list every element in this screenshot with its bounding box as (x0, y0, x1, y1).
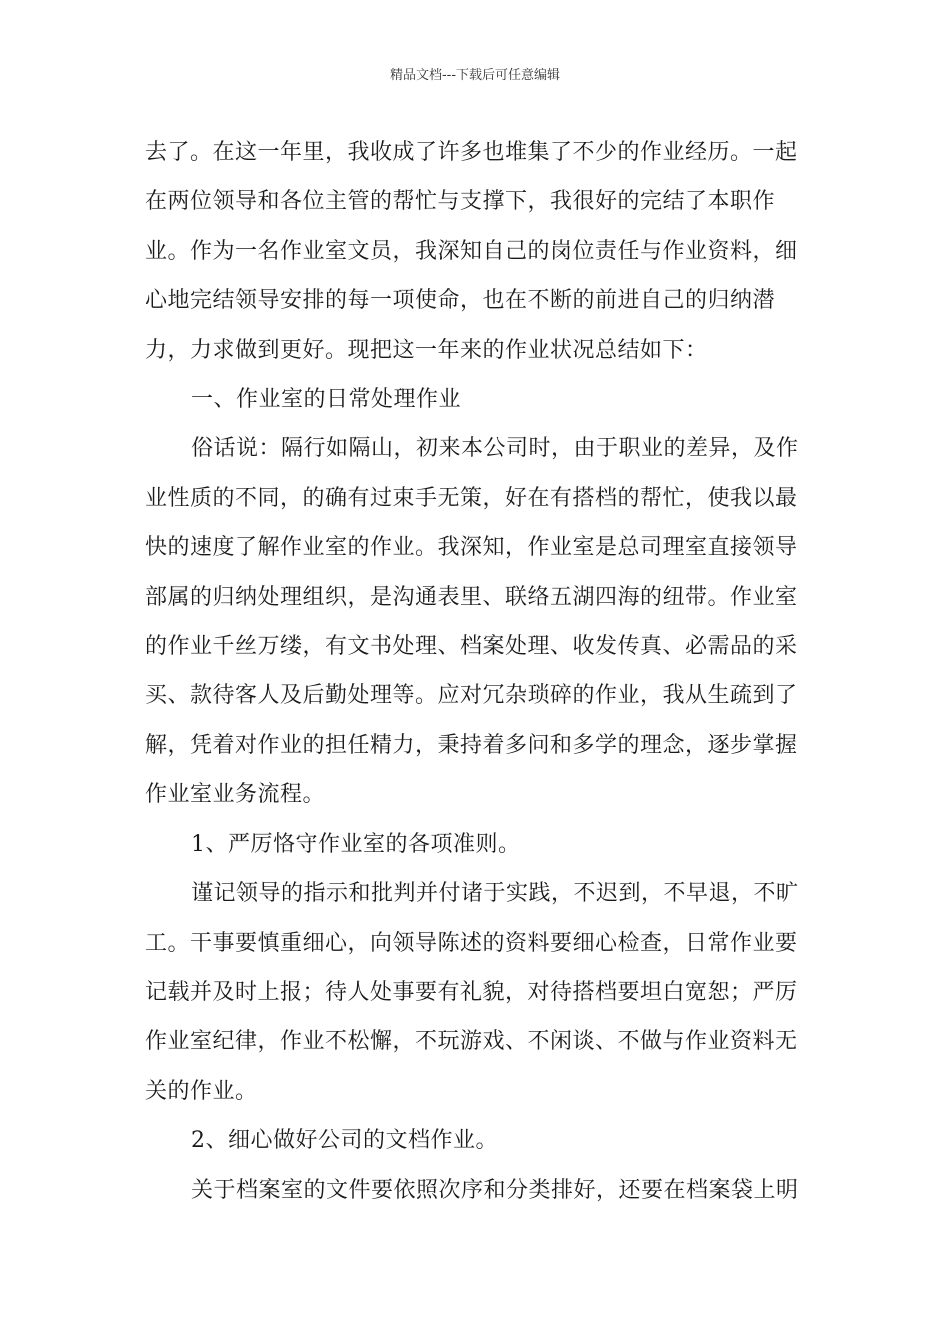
paragraph-continuation: 去了。在这一年里，我收成了许多也堆集了不少的作业经历。一起在两位领导和各位主管的帮忙与支撑下，我很好的完结了本职作业。作为一名作业室文员，我深知自己的岗位责任与作业资料，细心地完结领导安排的每一项使命，也在不断的前进自己的归纳潜力，力求做到更好。现把这一年来的作业状况总结如下： (145, 140, 798, 363)
paragraph: 谨记领导的指示和批判并付诸于实践，不迟到，不早退，不旷工。干事要慎重细心，向领导陈述的资料要细心检查，日常作业要记载并及时上报；待人处事要有礼貌，对待搭档要坦白宽恕；严厉作业室纪律，作业不松懈，不玩游戏、不闲谈、不做与作业资料无关的作业。 (145, 881, 799, 1104)
subsection-heading: 2、细心做好公司的文档作业。 (191, 1128, 498, 1154)
paragraph: 俗话说：隔行如隔山，初来本公司时，由于职业的差异，及作业性质的不同，的确有过束手无策，好在有搭档的帮忙，使我以最快的速度了解作业室的作业。我深知，作业室是总司理室直接领导部属的归纳处理组织，是沟通表里、联络五湖四海的纽带。作业室的作业千丝万缕，有文书处理、档案处理、收发传真、必需品的采买、款待客人及后勤处理等。应对冗杂琐碎的作业，我从生疏到了解，凭着对作业的担任精力，秉持着多问和多学的理念，逐步掌握作业室业务流程。 (145, 436, 799, 808)
document-body (145, 128, 810, 1215)
section-heading: 一、作业室的日常处理作业 (191, 387, 462, 413)
subsection-heading: 1、严厉恪守作业室的各项准则。 (191, 831, 521, 857)
paragraph: 关于档案室的文件要依照次序和分类排好，还要在档案袋上明 (191, 1177, 799, 1203)
page-header: 精品文档---下载后可任意编辑 (389, 68, 561, 83)
